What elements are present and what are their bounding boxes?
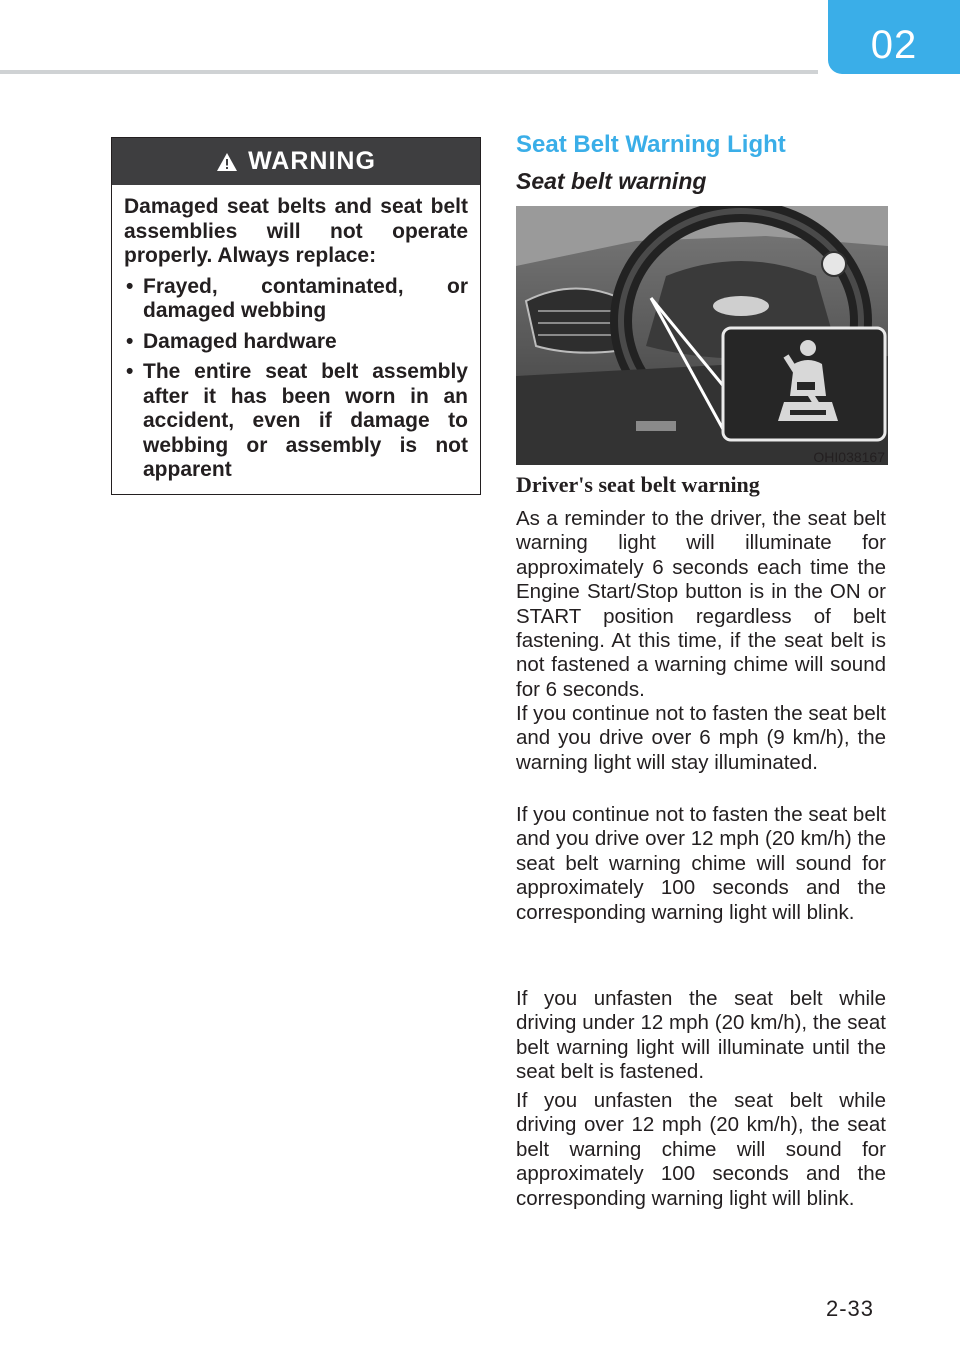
warning-list-item: • The entire seat belt assembly after it has been worn in an accident, even if damage to webbing or assembly is not apparent (126, 360, 468, 481)
warning-body (112, 185, 480, 483)
warning-intro: Damaged seat belts and seat belt assemblies will not operate properly. Always replace: (124, 195, 468, 267)
sub-title: Seat belt warning (516, 168, 707, 194)
drivers-warning-heading: Driver's seat belt warning (516, 472, 760, 497)
warning-list-item: • Frayed, contaminated, or damaged webbing (126, 274, 468, 322)
warning-title: WARNING (248, 147, 376, 175)
warning-box (111, 137, 481, 495)
chapter-tab: 02 (828, 0, 960, 74)
dashboard-figure (516, 206, 888, 465)
section-title: Seat Belt Warning Light (516, 131, 786, 158)
warning-list-item: • Damaged hardware (126, 329, 337, 353)
header-rule (0, 70, 818, 74)
paragraph: As a reminder to the driver, the seat belt warning light will illuminate for approximately 6 seconds each time the Engine Start/Stop button is in the ON or START position regardless of belt fastening. At this time, if the seat belt is not fastened a warning chime will sound for 6 seconds. (516, 507, 886, 701)
figure-code: OHI038167 (813, 449, 885, 465)
page-number: 2-33 (826, 1296, 875, 1321)
paragraph: If you unfasten the seat belt while driving under 12 mph (20 km/h), the seat belt warning light will illuminate until the seat belt is fastened. (516, 987, 886, 1084)
paragraph: If you continue not to fasten the seat belt and you drive over 6 mph (9 km/h), the warning light will stay illuminated. (516, 702, 886, 774)
warning-list (124, 275, 468, 483)
warning-triangle-icon (216, 152, 238, 172)
paragraph: If you continue not to fasten the seat belt and you drive over 12 mph (20 km/h) the seat belt warning chime will sound for approximately 100 seconds and the corresponding warning light will blink. (516, 803, 886, 924)
dashboard-illustration (516, 206, 888, 465)
paragraph: If you unfasten the seat belt while driving over 12 mph (20 km/h), the seat belt warning chime will sound for approximately 100 seconds and the corresponding warning light will blink. (516, 1089, 886, 1210)
warning-header (112, 138, 480, 185)
